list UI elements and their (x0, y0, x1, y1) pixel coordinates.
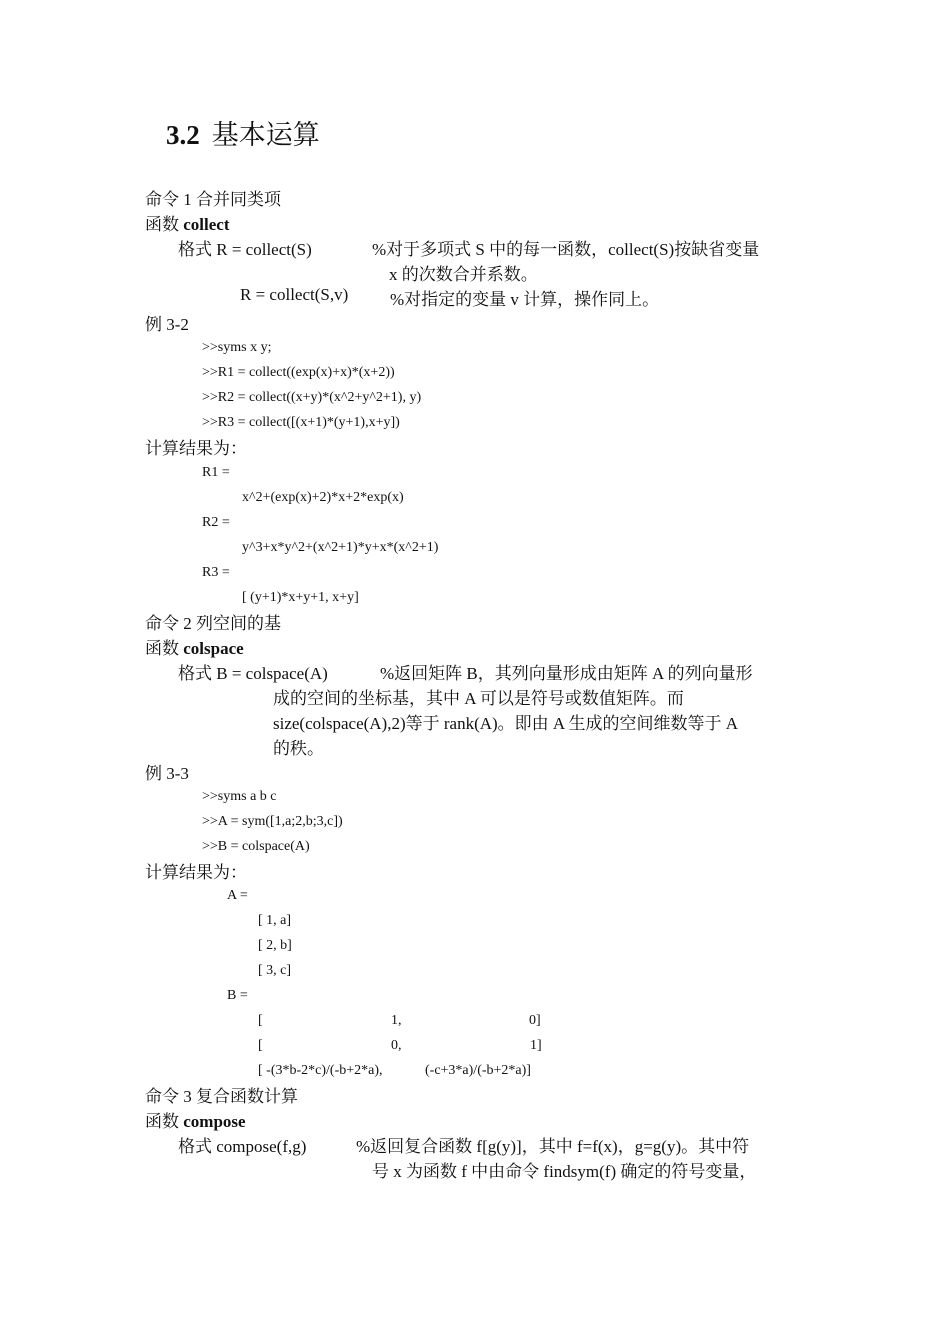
example-3-2: 例 3-2 (145, 315, 189, 334)
code-line: >>R2 = collect((x+y)*(x^2+y^2+1), y) (202, 390, 422, 405)
matrix-cell: 0] (529, 1013, 541, 1028)
matrix-row: [ 1, a] (258, 913, 292, 928)
cmd1-function (145, 210, 230, 235)
cmd1-result-heading: 计算结果为： (145, 439, 247, 458)
matrix-cell: 1] (530, 1038, 542, 1053)
cmd2-func-prefix: 函数 (145, 639, 184, 658)
cmd3-function (145, 1107, 246, 1132)
cmd2-func-name: colspace (183, 639, 244, 658)
cmd3-func-name: compose (183, 1112, 246, 1131)
section-title (166, 113, 320, 152)
cmd2-heading: 命令 2 列空间的基 (145, 614, 281, 633)
cmd1-format2-desc: %对指定的变量 v 计算，操作同上。 (390, 290, 660, 309)
cmd2-desc-line: 的秩。 (273, 739, 324, 758)
matrix-cell: [ (258, 1013, 263, 1028)
matrix-row: [ 3, c] (258, 963, 292, 978)
section-title-text: 基本运算 (211, 120, 320, 150)
output-label: A = (227, 888, 248, 903)
cmd3-format: 格式 compose(f,g) (178, 1137, 307, 1156)
output-label: B = (227, 988, 248, 1003)
code-line: >>syms x y; (202, 340, 272, 355)
cmd3-desc: %返回复合函数 f[g(y)]，其中 f=f(x)，g=g(y)。其中符 (356, 1137, 750, 1156)
cmd2-desc-line: size(colspace(A),2)等于 rank(A)。即由 A 生成的空间维数等于 A (273, 714, 739, 733)
cmd2-desc-line: %返回矩阵 B，其列向量形成由矩阵 A 的列向量形 (380, 664, 753, 683)
output-value: [ (y+1)*x+y+1, x+y] (242, 590, 359, 605)
cmd2-function (145, 634, 244, 659)
output-label: R1 = (202, 465, 230, 480)
code-line: >>A = sym([1,a;2,b;3,c]) (202, 814, 343, 829)
cmd1-format2: R = collect(S,v) (240, 285, 349, 304)
cmd2-desc-line: 成的空间的坐标基，其中 A 可以是符号或数值矩阵。而 (273, 689, 684, 708)
matrix-cell: (-c+3*a)/(-b+2*a)] (425, 1063, 531, 1078)
matrix-row: [ 2, b] (258, 938, 292, 953)
section-number: 3.2 (166, 120, 200, 150)
code-line: >>R3 = collect([(x+1)*(y+1),x+y]) (202, 415, 400, 430)
cmd3-func-prefix: 函数 (145, 1112, 184, 1131)
matrix-cell: [ -(3*b-2*c)/(-b+2*a), (258, 1063, 383, 1078)
cmd2-format: 格式 B = colspace(A) (178, 664, 328, 683)
output-value: x^2+(exp(x)+2)*x+2*exp(x) (242, 490, 404, 505)
cmd1-format1-desc: %对于多项式 S 中的每一函数，collect(S)按缺省变量 (372, 240, 760, 259)
matrix-cell: 1, (391, 1013, 402, 1028)
code-line: >>R1 = collect((exp(x)+x)*(x+2)) (202, 365, 395, 380)
cmd3-desc-cont: 号 x 为函数 f 中由命令 findsym(f) 确定的符号变量， (372, 1162, 757, 1181)
cmd2-result-heading: 计算结果为： (145, 863, 247, 882)
cmd1-heading: 命令 1 合并同类项 (145, 190, 281, 209)
output-label: R2 = (202, 515, 230, 530)
code-line: >>B = colspace(A) (202, 839, 310, 854)
cmd1-format1-desc-cont: x 的次数合并系数。 (389, 265, 538, 284)
code-line: >>syms a b c (202, 789, 277, 804)
cmd1-func-prefix: 函数 (145, 215, 184, 234)
cmd3-heading: 命令 3 复合函数计算 (145, 1087, 298, 1106)
matrix-cell: [ (258, 1038, 263, 1053)
matrix-cell: 0, (391, 1038, 402, 1053)
output-label: R3 = (202, 565, 230, 580)
cmd1-format1: 格式 R = collect(S) (178, 240, 312, 259)
cmd1-func-name: collect (183, 215, 230, 234)
output-value: y^3+x*y^2+(x^2+1)*y+x*(x^2+1) (242, 540, 439, 555)
example-3-3: 例 3-3 (145, 764, 189, 783)
